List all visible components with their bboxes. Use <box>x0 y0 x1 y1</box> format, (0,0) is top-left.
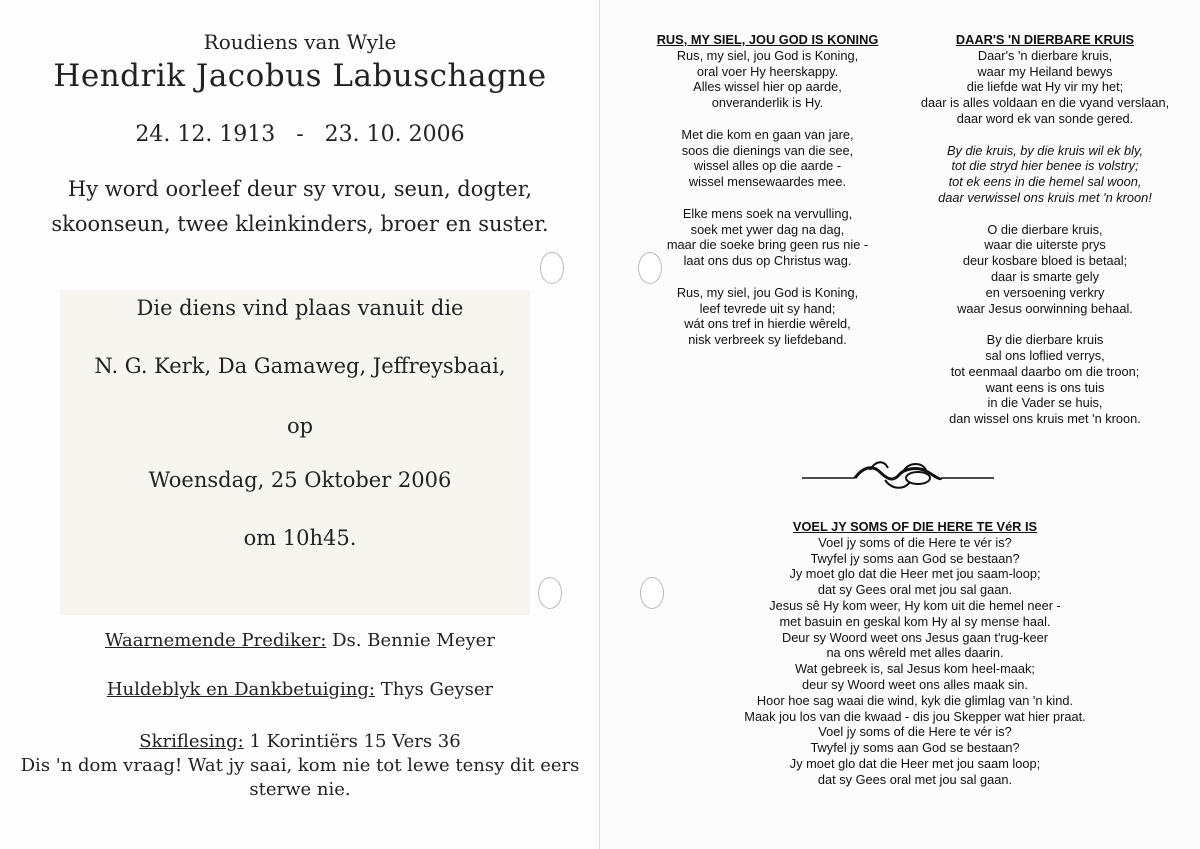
hymn-title: VOEL JY SOMS OF DIE HERE TE VéR IS <box>792 519 1038 534</box>
hymn-stanza <box>625 206 910 269</box>
hymn-line: Voel jy soms of die Here te vér is? <box>818 534 1012 550</box>
hymn-rus-my-siel <box>625 32 910 364</box>
scripture-reference: 1 Korintiërs 15 Vers 36 <box>249 731 461 752</box>
scripture-label: Skriflesing: <box>139 731 244 752</box>
hymn-line: Deur sy Woord weet ons Jesus gaan t'rug-keer <box>781 629 1049 645</box>
hymn-dierbare-kruis <box>900 32 1190 443</box>
hymn-line: tot eenmaal daarbo om die troon; <box>950 363 1140 379</box>
hymn-line: waar my Heiland bewys <box>977 63 1113 79</box>
hymn-line: Elke mens soek na vervulling, <box>682 205 853 221</box>
hymn-body <box>625 48 910 348</box>
officiant-row <box>20 630 580 651</box>
hymn-line: O die dierbare kruis, <box>987 221 1103 237</box>
life-dates: 24. 12. 1913 - 23. 10. 2006 <box>135 122 465 147</box>
service-time: om 10h45. <box>243 526 357 550</box>
hymn-stanza <box>900 332 1190 427</box>
hymn-line: soos die dienings van die see, <box>681 142 854 158</box>
punch-hole <box>538 577 562 609</box>
hymn-stanza <box>625 285 910 348</box>
service-heading: Roudiens van Wyle <box>203 30 397 54</box>
hymn-body <box>900 48 1190 427</box>
hymn-line: dat sy Gees oral met jou sal gaan. <box>817 771 1013 787</box>
hymn-line: By die dierbare kruis <box>986 332 1104 348</box>
hymn-line: daar word ek van sonde gered. <box>956 110 1134 126</box>
flourish-ornament-icon <box>800 456 996 496</box>
tribute-row <box>20 679 580 700</box>
venue-intro: Die diens vind plaas vanuit die <box>136 296 464 320</box>
hymn-line: daar verwissel ons kruis met 'n kroon! <box>938 189 1152 205</box>
hymn-line: in die Vader se huis, <box>987 395 1103 411</box>
hymn-line: Rus, my siel, jou God is Koning, <box>676 284 859 300</box>
hymn-line: daar is smarte gely <box>990 268 1100 284</box>
hymn-voel-jy-soms <box>705 519 1125 788</box>
hymn-line: leef tevrede uit sy hand; <box>699 300 836 316</box>
hymn-line: want eens is ons tuis <box>985 379 1105 395</box>
hymn-line: Maak jou los van die kwaad - dis jou Skepper wat hier praat. <box>744 708 1086 724</box>
hymn-body <box>705 535 1125 788</box>
hymn-line: Hoor hoe sag waai die wind, kyk die glimlag van 'n kind. <box>756 692 1074 708</box>
hymn-line: Jesus sê Hy kom weer, Hy kom uit die hemel neer - <box>769 597 1061 613</box>
officiant-name: Ds. Bennie Meyer <box>332 630 495 651</box>
hymn-line: Jy moet glo dat die Heer met jou saam loop; <box>789 755 1041 771</box>
hymn-line: Met die kom en gaan van jare, <box>681 126 854 142</box>
quote-line: Dis 'n dom vraag! Wat jy saai, kom nie tot lewe tensy dit eers <box>20 755 580 776</box>
hymn-line: met basuin en geskal kom Hy al sy mense haal. <box>779 613 1051 629</box>
on-word: op <box>286 414 314 438</box>
scripture-row <box>20 731 580 752</box>
deceased-name: Hendrik Jacobus Labuschagne <box>53 58 547 94</box>
hymn-line: onveranderlik is Hy. <box>711 95 824 111</box>
hymn-line: dan wissel ons kruis met 'n kroon. <box>949 411 1141 427</box>
punch-hole <box>640 577 664 609</box>
officiant-label: Waarnemende Prediker: <box>105 630 327 651</box>
hymn-line: tot die stryd hier benee is volstry; <box>951 158 1139 174</box>
hymn-line: By die kruis, by die kruis wil ek bly, <box>946 142 1144 158</box>
hymn-line: daar is alles voldaan en die vyand verslaan, <box>920 95 1170 111</box>
hymn-line: tot ek eens in die hemel sal woon, <box>948 174 1142 190</box>
hymn-line: Jy moet glo dat die Heer met jou saam-loop; <box>789 566 1041 582</box>
tribute-label: Huldeblyk en Dankbetuiging: <box>106 679 375 700</box>
survivors-line: Hy word oorleef deur sy vrou, seun, dogter, <box>67 177 533 201</box>
tribute-name: Thys Geyser <box>380 679 494 700</box>
faded-background-photo <box>60 290 530 615</box>
hymn-stanza <box>625 127 910 190</box>
hymn-line: sal ons loflied verrys, <box>985 347 1105 363</box>
hymn-line: deur sy Woord weet ons alles maak sin. <box>802 676 1028 692</box>
hymn-line: Daar's 'n dierbare kruis, <box>977 47 1113 63</box>
hymn-stanza <box>900 143 1190 206</box>
hymn-line: dat sy Gees oral met jou sal gaan. <box>817 582 1013 598</box>
punch-hole <box>540 252 564 284</box>
hymn-line: die liefde wat Hy vir my het; <box>966 79 1124 95</box>
hymn-line: maar die soeke bring geen rus nie - <box>666 237 869 253</box>
survivors-line: skoonseun, twee kleinkinders, broer en suster. <box>51 212 549 236</box>
hymn-line: wát ons tref in hierdie wêreld, <box>684 316 851 332</box>
hymn-line: Wat gebreek is, sal Jesus kom heel-maak; <box>795 661 1035 677</box>
hymn-line: nisk verbreek sy liefdeband. <box>688 332 847 348</box>
hymn-line: laat ons dus op Christus wag. <box>683 253 852 269</box>
hymn-line: Voel jy soms of die Here te vér is? <box>818 724 1012 740</box>
hymn-line: oral voer Hy heerskappy. <box>696 63 839 79</box>
hymn-line: waar Jesus oorwinning behaal. <box>957 300 1133 316</box>
hymn-line: Twyfel jy soms aan God se bestaan? <box>810 740 1020 756</box>
hymn-line: wissel alles op die aarde - <box>693 158 842 174</box>
hymn-line: wissel mensewaardes mee. <box>688 174 847 190</box>
hymn-title: RUS, MY SIEL, JOU GOD IS KONING <box>656 32 879 47</box>
hymn-line: soek met ywer dag na dag, <box>690 221 845 237</box>
hymn-title: DAAR'S 'N DIERBARE KRUIS <box>955 32 1135 47</box>
hymn-line: Alles wissel hier op aarde, <box>693 79 842 95</box>
quote-line: sterwe nie. <box>249 779 351 800</box>
hymn-line: na ons wêreld met alles daarin. <box>826 645 1004 661</box>
hymn-stanza <box>900 222 1190 317</box>
hymn-stanza <box>900 48 1190 127</box>
hymn-line: en versoening verkry <box>985 284 1105 300</box>
hymn-line: deur kosbare bloed is betaal; <box>962 253 1128 269</box>
hymn-line: Twyfel jy soms aan God se bestaan? <box>810 550 1020 566</box>
hymn-line: Rus, my siel, jou God is Koning, <box>676 47 859 63</box>
service-date: Woensdag, 25 Oktober 2006 <box>148 468 452 492</box>
hymn-stanza <box>625 48 910 111</box>
venue: N. G. Kerk, Da Gamaweg, Jeffreysbaai, <box>94 354 506 378</box>
hymn-line: waar die uiterste prys <box>984 237 1106 253</box>
scripture-quote <box>20 754 580 802</box>
survivors-text <box>20 172 580 242</box>
